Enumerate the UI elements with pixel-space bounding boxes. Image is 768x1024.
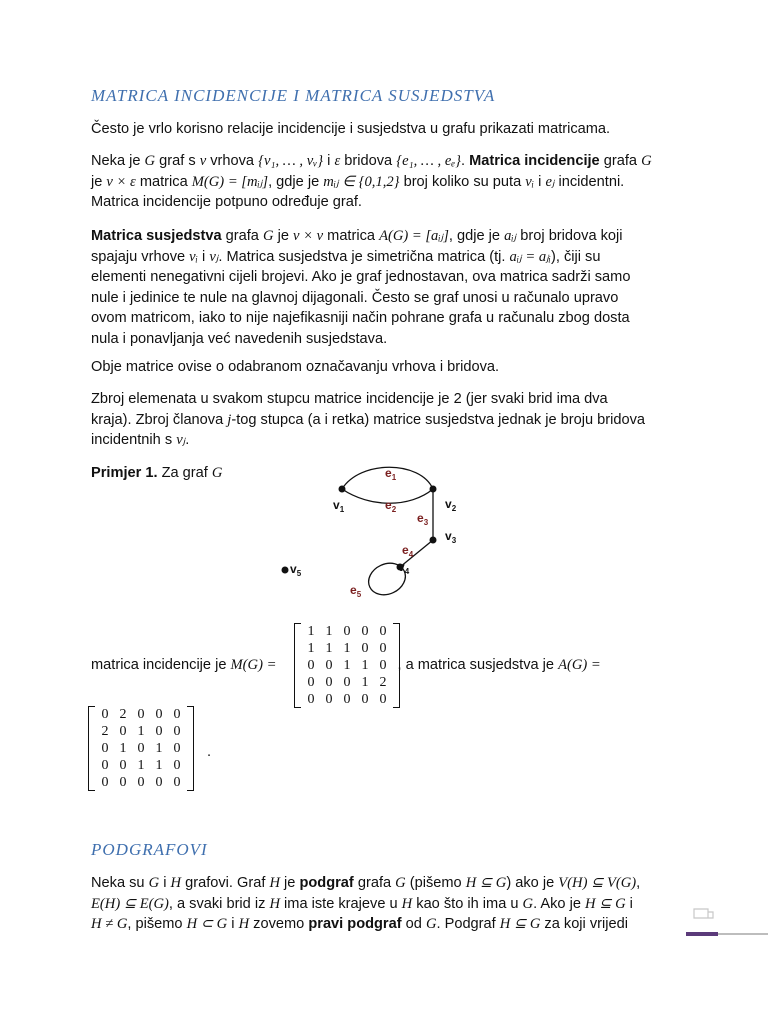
example-label: Primjer 1. Za graf G xyxy=(91,465,223,481)
adjacency-matrix-cell: 0 xyxy=(155,707,163,722)
paragraph-column-sums: Zbroj elemenata u svakom stupcu matrice incidencije je 2 (jer svaki brid ima dva kraja). Zbroj članova j-tog stupca (a i retka) matrice susjedstva jednak je broju bridova incidentnih s vⱼ. xyxy=(91,391,646,448)
adjacency-matrix-cell: 0 xyxy=(119,775,127,790)
vertex-v1 xyxy=(339,486,346,493)
incidence-matrix-cell: 0 xyxy=(343,624,351,639)
incidence-matrix-cell: 2 xyxy=(379,675,387,690)
graph-vertices xyxy=(282,486,437,574)
paragraph-intro: Često je vrlo korisno relacije incidencije i susjedstva u grafu prikazati matricama. xyxy=(91,121,611,137)
label-e2: $e_2$ xyxy=(385,498,397,514)
matrix-sentence: matrica incidencije je M(G) = , a matrica susjedstva je A(G) = xyxy=(91,657,601,673)
paragraph-subgraph-definition: Neka su G i H grafovi. Graf H je podgraf grafa G (pišemo H ⊆ G) ako je V(H) ⊆ V(G), E(H) ⊆ E(G), a svaki brid iz H ima iste krajeve u H kao što ih ima u G. Ako je H ⊆ G i H ≠ G, pišemo H ⊂ G i H zovemo pravi podgraf od G. Podgraf H ⊆ G za koji vrijedi xyxy=(91,875,641,932)
adjacency-matrix-cell: 0 xyxy=(173,775,181,790)
incidence-matrix-cell: 0 xyxy=(379,641,387,656)
section-heading-subgraphs: PODGRAFOVI xyxy=(91,840,208,859)
adjacency-matrix-cell: 1 xyxy=(137,724,145,739)
paragraph-incidence-definition: Neka je G graf s ν vrhova {v₁, … , vᵥ} i ε bridova {e₁, … , eₑ}. Matrica incidencije grafa G je ν × ε matrica M(G) = [mᵢⱼ], gdje je mᵢⱼ ∈ {0,1,2} broj koliko su puta vᵢ i eⱼ incidentni. Matrica incidencije potpuno određuje graf. xyxy=(91,153,652,210)
incidence-matrix-cell: 0 xyxy=(361,692,369,707)
label-e5: $e_5$ xyxy=(350,583,362,599)
adjacency-matrix-cell: 0 xyxy=(137,775,145,790)
incidence-matrix-row xyxy=(302,691,392,708)
label-e3: $e_3$ xyxy=(417,511,429,527)
adjacency-matrix-cell: 0 xyxy=(119,724,127,739)
adjacency-matrix-cell: 0 xyxy=(137,707,145,722)
label-v4: $v_4$ xyxy=(398,560,410,576)
adjacency-matrix-row xyxy=(96,740,186,757)
adjacency-matrix-row xyxy=(96,774,186,791)
adjacency-matrix-cell: 1 xyxy=(155,758,163,773)
incidence-matrix-cell: 0 xyxy=(379,658,387,673)
incidence-matrix-row xyxy=(302,640,392,657)
vertex-v5 xyxy=(282,567,289,574)
incidence-matrix-cell: 0 xyxy=(361,641,369,656)
adjacency-matrix-row xyxy=(96,706,186,723)
incidence-matrix-cell: 0 xyxy=(307,692,315,707)
page-curl-icon xyxy=(693,907,715,921)
adjacency-matrix-row xyxy=(96,757,186,774)
label-v5: $v_5$ xyxy=(290,562,302,578)
incidence-matrix-cell: 1 xyxy=(307,624,315,639)
paragraph-labeling-note: Obje matrice ovise o odabranom označavanju vrhova i bridova. xyxy=(91,359,500,375)
label-v3: $v_3$ xyxy=(445,529,457,545)
incidence-matrix-cell: 1 xyxy=(361,658,369,673)
incidence-matrix-cell: 0 xyxy=(307,658,315,673)
adjacency-matrix-cell: 1 xyxy=(137,758,145,773)
adjacency-matrix-cell: 0 xyxy=(173,724,181,739)
footer-accent-bar xyxy=(686,932,718,936)
adjacency-period: . xyxy=(207,744,212,760)
adjacency-matrix-row xyxy=(96,723,186,740)
incidence-matrix-row xyxy=(302,623,392,640)
incidence-matrix-cell: 0 xyxy=(379,624,387,639)
adjacency-matrix-cell: 0 xyxy=(173,758,181,773)
vertex-v3 xyxy=(430,537,437,544)
adjacency-matrix xyxy=(88,706,194,791)
example-graph-diagram xyxy=(270,460,470,605)
label-e4: $e_4$ xyxy=(402,543,414,559)
incidence-matrix xyxy=(294,623,400,708)
incidence-matrix-cell: 0 xyxy=(325,675,333,690)
paragraph-adjacency-definition: Matrica susjedstva grafa G je ν × ν matrica A(G) = [aᵢⱼ], gdje je aᵢⱼ broj bridova koji spajaju vrhove vᵢ i vⱼ. Matrica susjedstva je simetrična matrica (tj. aᵢⱼ = aⱼᵢ), čiji su elementi nenegativni cijeli brojevi. Ako je graf jednostavan, ova matrica sadrži samo nule i jedinice te nule na glavnoj dijagonali. Često se graf unosi u računalo upravo ovom matricom, iako to nije najefikasniji način pohrane grafa u računalu zbog dosta nula i ponavljanja već navedenih susjedstava. xyxy=(91,228,631,347)
adjacency-matrix-cell: 0 xyxy=(101,758,109,773)
incidence-matrix-cell: 0 xyxy=(307,675,315,690)
incidence-matrix-cell: 0 xyxy=(361,624,369,639)
adjacency-matrix-cell: 1 xyxy=(155,741,163,756)
adjacency-matrix-cell: 0 xyxy=(101,707,109,722)
incidence-matrix-cell: 1 xyxy=(343,641,351,656)
vertex-v2 xyxy=(430,486,437,493)
adjacency-matrix-cell: 0 xyxy=(155,724,163,739)
adjacency-matrix-cell: 0 xyxy=(137,741,145,756)
graph-edges xyxy=(342,467,433,600)
adjacency-matrix-cell: 1 xyxy=(119,741,127,756)
incidence-matrix-cell: 1 xyxy=(325,624,333,639)
adjacency-matrix-cell: 0 xyxy=(155,775,163,790)
incidence-matrix-row xyxy=(302,657,392,674)
incidence-matrix-cell: 0 xyxy=(343,692,351,707)
incidence-matrix-cell: 1 xyxy=(361,675,369,690)
label-v1: $v_1$ xyxy=(333,498,345,514)
adjacency-matrix-cell: 0 xyxy=(173,741,181,756)
adjacency-matrix-cell: 2 xyxy=(101,724,109,739)
incidence-matrix-cell: 0 xyxy=(379,692,387,707)
adjacency-matrix-cell: 0 xyxy=(101,775,109,790)
section-heading-matrices: MATRICA INCIDENCIJE I MATRICA SUSJEDSTVA xyxy=(91,86,496,105)
adjacency-matrix-cell: 0 xyxy=(101,741,109,756)
incidence-matrix-cell: 0 xyxy=(325,692,333,707)
incidence-matrix-cell: 0 xyxy=(325,658,333,673)
incidence-matrix-row xyxy=(302,674,392,691)
incidence-matrix-cell: 1 xyxy=(343,658,351,673)
incidence-matrix-cell: 1 xyxy=(325,641,333,656)
incidence-matrix-cell: 0 xyxy=(343,675,351,690)
incidence-matrix-cell: 1 xyxy=(307,641,315,656)
adjacency-matrix-cell: 0 xyxy=(119,758,127,773)
label-e1: $e_1$ xyxy=(385,466,397,482)
adjacency-matrix-cell: 2 xyxy=(119,707,127,722)
adjacency-matrix-cell: 0 xyxy=(173,707,181,722)
label-v2: $v_2$ xyxy=(445,497,457,513)
